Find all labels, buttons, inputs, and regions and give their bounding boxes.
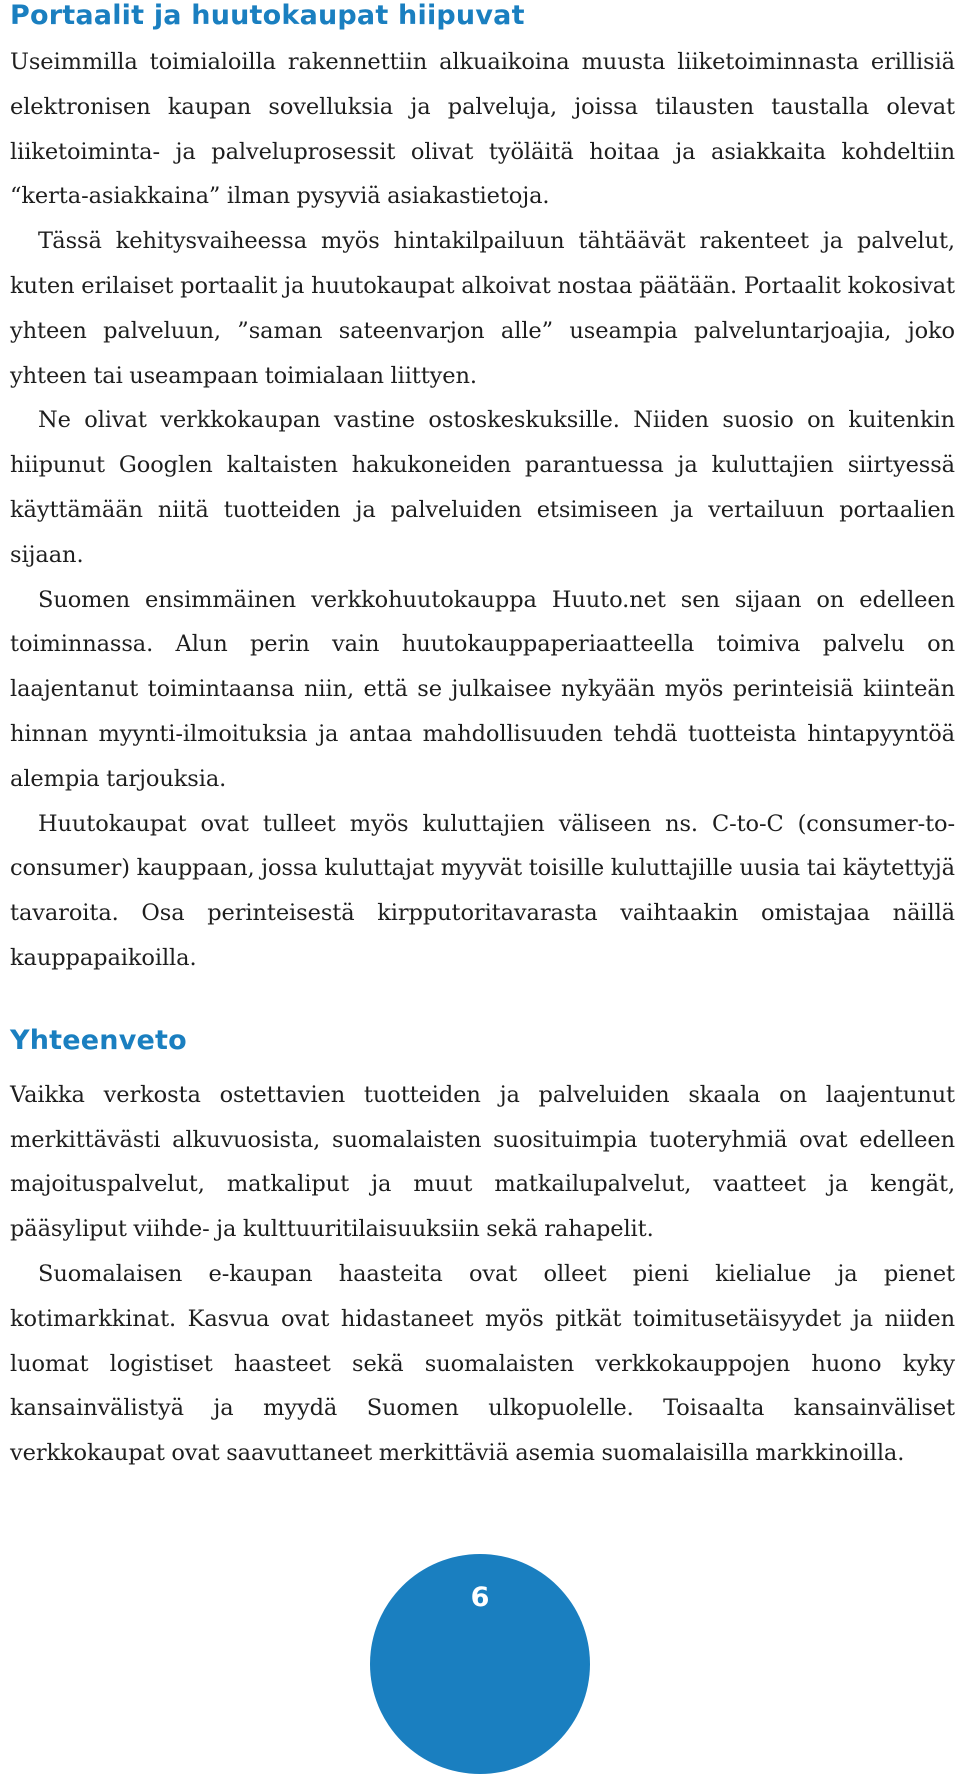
paragraph: Suomen ensimmäinen verkkohuutokauppa Huuto.net sen sijaan on edelleen toiminnassa. Alun perin vain huutokauppaperiaatteella toimiva palvelu on laajentanut toimintaansa niin, että se julkaisee nykyään myös perinteisiä kiinteän hinnan myynti-ilmoituksia ja antaa mahdollisuuden tehdä tuotteista hintapyyntöä alempia tarjouksia. [10, 586, 955, 792]
paragraph: Suomalaisen e-kaupan haasteita ovat olleet pieni kielialue ja pienet kotimarkkinat. Kasvua ovat hidastaneet myös pitkät toimitusetäisyydet ja niiden luomat logistiset haasteet sekä suomalaisten verkkokauppojen huono kyky kansainvälistyä ja myydä Suomen ulkopuolelle. Toisaalta kansainväliset verkkokaupat ovat saavuttaneet merkittäviä asemia suomalaisilla markkinoilla. [10, 1260, 955, 1467]
paragraph: Huutokaupat ovat tulleet myös kuluttajien väliseen ns. C-to-C (consumer-to-consumer) kauppaan, jossa kuluttajat myyvät toisille kuluttajille uusia tai käytettyjä tavaroita. Osa perinteisestä kirpputoritavarasta vaihtaakin omistajaa näillä kauppapaikoilla. [10, 810, 955, 971]
document-page [10, 0, 955, 1476]
paragraph: Useimmilla toimialoilla rakennettiin alkuaikoina muusta liiketoiminnasta erillisiä elektronisen kaupan sovelluksia ja palveluja, joissa tilausten taustalla olevat liiketoiminta- ja palveluprosessit olivat työläitä hoitaa ja asiakkaita kohdeltiin “kerta-asiakkaina” ilman pysyviä asiakastietoja. [10, 49, 955, 210]
paragraph: Ne olivat verkkokaupan vastine ostoskeskuksille. Niiden suosio on kuitenkin hiipunut Googlen kaltaisten hakukoneiden parantuessa ja kuluttajien siirtyessä käyttämään niitä tuotteiden ja palveluiden etsimiseen ja vertailuun portaalien sijaan. [10, 407, 955, 568]
paragraph: Tässä kehitysvaiheessa myös hintakilpailuun tähtäävät rakenteet ja palvelut, kuten erilaiset portaalit ja huutokaupat alkoivat nostaa päätään. Portaalit kokosivat yhteen palveluun, ”saman sateenvarjon alle” useampia palveluntarjoajia, joko yhteen tai useampaan toimialaan liittyen. [10, 228, 955, 389]
section-heading-yhteenveto: Yhteenveto [10, 1024, 187, 1056]
paragraph: Vaikka verkosta ostettavien tuotteiden ja palveluiden skaala on laajentunut merkittävästi alkuvuosista, suomalaisten suosituimpia tuoteryhmiä ovat edelleen majoituspalvelut, matkaliput ja muut matkailupalvelut, vaatteet ja kengät, pääsyliput viihde- ja kulttuuritilaisuuksiin sekä rahapelit. [10, 1081, 955, 1243]
page-number: 6 [470, 1582, 490, 1613]
section-heading-portaalit: Portaalit ja huutokaupat hiipuvat [10, 0, 525, 31]
